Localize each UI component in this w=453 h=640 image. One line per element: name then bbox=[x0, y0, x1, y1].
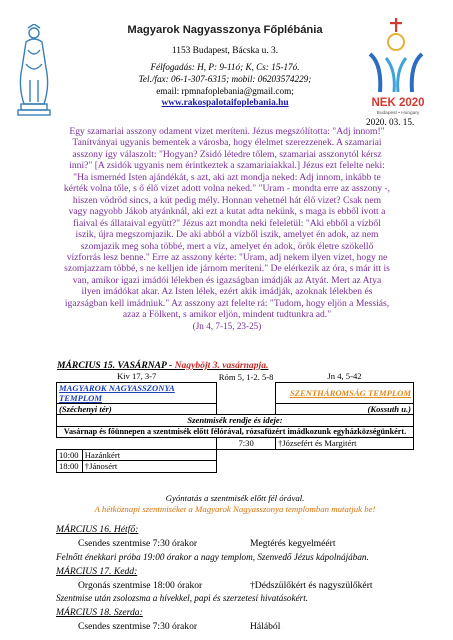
church1-name: MAGYAROK NAGYASSZONYA TEMPLOM bbox=[57, 382, 217, 403]
day-mass: Orgonás szentmise 18:00 órakor bbox=[78, 580, 203, 591]
mass-intention: †Jánosért bbox=[82, 461, 217, 473]
mass-row bbox=[57, 449, 414, 461]
church2-location: (Kossuth u.) bbox=[275, 403, 413, 415]
day-note: Felnőtt énekkari próba 19:00 órakor a nagy templom, Szenvedő Jézus kápolnájában. bbox=[56, 552, 369, 562]
gospel-reference: (Jn 4, 7-15, 23-25) bbox=[192, 320, 262, 331]
gospel-text bbox=[58, 126, 396, 332]
gospel-line: ilyen imádókat akar. Az Isten lélek, ezért akik imádják, azoknak lélekben és bbox=[81, 286, 373, 298]
confession-info: Gyóntatás a szentmisék előtt fél órával. bbox=[165, 493, 305, 503]
weekday-mass-info: A hétköznapi szentmiséket a Magyarok Nagyasszonya templomban mutatjuk be! bbox=[94, 504, 376, 514]
website-link[interactable]: www.rakospalotaifoplebania.hu bbox=[161, 98, 289, 108]
day-note: Szentmise után zsolozsma a hívekkel, papi és szerzetesi hivatásokért. bbox=[56, 593, 309, 603]
day-mass: Csendes szentmise 7:30 órakor bbox=[78, 538, 198, 549]
gospel-line: vagy nagyobb Jákob atyánknál, aki ezt a kutat adta nekünk, s maga is ebből ivott a bbox=[68, 206, 386, 218]
church1-location: (Széchenyi tér) bbox=[57, 403, 217, 415]
gospel-line: szomjazik meg soha többé, mert a víz, amelyet én adok, örök életre szökellő bbox=[80, 240, 374, 252]
day-intention: Hálából bbox=[250, 621, 281, 632]
mass-intention: Hazánkért bbox=[82, 449, 217, 461]
gospel-line: inni?" [A zsidók ugyanis nem érintkeztek a szamariaiakkal.] Jézus ezt felelte neki: bbox=[69, 160, 385, 172]
church-names-row bbox=[57, 382, 414, 403]
mass-time: 7:30 bbox=[217, 438, 276, 450]
day-heading-monday: MÁRCIUS 16. Hétfő: bbox=[56, 524, 139, 535]
madonna-statue-icon bbox=[14, 24, 54, 116]
phone-numbers: Tel./fax: 06-1-307-6315; mobil: 06203574229; bbox=[138, 74, 312, 84]
reading-2: Róm 5, 1-2. 5-8 bbox=[218, 371, 274, 382]
church-locations-row bbox=[57, 403, 414, 415]
mass-intention: †Józsefért és Margitért bbox=[275, 438, 413, 450]
svg-text:Budapest • Hungary: Budapest • Hungary bbox=[376, 111, 420, 116]
sunday-heading bbox=[57, 360, 268, 371]
email-address: email: rpmnafoplebania@gmail.com; bbox=[156, 86, 294, 96]
gospel-line: Tanítványai ugyanis bementek a városba, hogy élelmet szerezzenek. A szamariai bbox=[72, 137, 382, 149]
day-intention: Megtérés kegyelméért bbox=[250, 538, 336, 549]
church2-name: SZENTHÁROMSÁG TEMPLOM bbox=[275, 382, 413, 403]
day-intention: †Dédszülőkért és nagyszülőkért bbox=[250, 580, 373, 591]
day-heading-tuesday: MÁRCIUS 17. Kedd: bbox=[56, 566, 138, 577]
gospel-line: "Ha ismernéd Isten ajándékát, s azt, aki azt mondja neked: Adj innom, inkább te bbox=[73, 171, 381, 183]
notice-row bbox=[57, 426, 414, 438]
reading-1: Kiv 17, 3-7 bbox=[116, 371, 157, 382]
gospel-line: hiszen vödröd sincs, a kút pedig mély. Honnan vehetnél hát élő vizet? Csak nem bbox=[72, 194, 382, 206]
order-row bbox=[57, 415, 414, 427]
mass-order-heading: Szentmisék rendje és ideje: bbox=[57, 415, 414, 427]
sunday-schedule-table bbox=[56, 371, 414, 473]
gospel-line: kérték volna tőle, s ő élő vizet adott volna neked." "Uram - mondta erre az asszony -, bbox=[63, 183, 391, 195]
mass-time: 18:00 bbox=[57, 461, 83, 473]
gospel-line: asszony így válaszolt: "Hogyan? Zsidó létedre tőlem, szamariai asszonytól kérsz bbox=[72, 148, 382, 160]
day-heading-wednesday: MÁRCIUS 18. Szerda: bbox=[56, 607, 143, 618]
gospel-line: vízforrás lesz benne." Erre az asszony kérte: "Uram, adj nekem ilyen vizet, hogy ne bbox=[66, 251, 388, 263]
heading-dash: - bbox=[166, 360, 175, 371]
gospel-line: igazságban kell imádniuk." Az asszony azt felelte rá: "Tudom, hogy eljön a Messiás, bbox=[64, 297, 390, 309]
mass-row bbox=[57, 461, 414, 473]
parish-title: Magyarok Nagyasszonya Főplébánia bbox=[127, 24, 323, 36]
gospel-line: van, amikor igazi imádói lélekben és igazságban imádják az Atyát. Mert az Atya bbox=[72, 274, 382, 286]
nek-2020-logo-icon bbox=[360, 18, 436, 116]
mass-row bbox=[57, 438, 414, 450]
gospel-line: fiaival és állataival együtt?" Jézus azt mondta neki feleletül: "Aki ebből a vízből bbox=[73, 217, 381, 229]
parish-address: 1153 Budapest, Bácska u. 3. bbox=[171, 46, 279, 56]
mass-time: 10:00 bbox=[57, 449, 83, 461]
gospel-line: szomjazzam többé, s ne kelljen ide járnom meríteni." De elérkezik az óra, s már itt is bbox=[64, 263, 390, 275]
office-hours: Félfogadás: H, P: 9-11ó; K, Cs: 15-17ó. bbox=[150, 62, 300, 72]
reading-3: Jn 4, 5-42 bbox=[327, 371, 362, 382]
gospel-line: iszik, újra megszomjazik. De aki abból a vízből iszik, amelyet én adok, az nem bbox=[75, 229, 379, 241]
day-mass: Csendes szentmise 7:30 órakor bbox=[78, 621, 198, 632]
readings-row bbox=[57, 371, 414, 382]
gospel-line: azaz a Fölkent, s amikor eljön, mindent tudtunkra ad." bbox=[122, 309, 332, 321]
gospel-line: Egy szamariai asszony odament vizet meríteni. Jézus megszólította: "Adj innom!" bbox=[69, 126, 385, 137]
svg-text:NEK 2020: NEK 2020 bbox=[371, 97, 425, 109]
bulletin-date: 2020. 03. 15. bbox=[366, 117, 415, 127]
sunday-subtitle: Nagyböjt 3. vasárnapja. bbox=[174, 360, 269, 371]
rosary-notice: Vasárnap és főünnepen a szentmisék előtt félórával, rózsafüzért imádkozunk egyházközségünkért. bbox=[57, 426, 414, 438]
sunday-date: MÁRCIUS 15. VASÁRNAP bbox=[57, 360, 167, 371]
